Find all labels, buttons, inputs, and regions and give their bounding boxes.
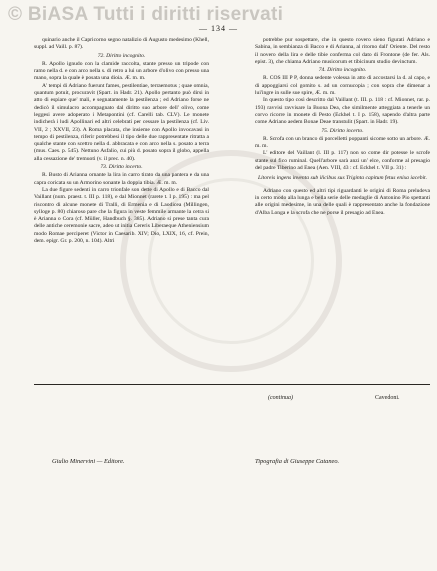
left-column [34, 37, 209, 245]
entry-heading: 73. Diritto incerto. [100, 164, 143, 171]
paragraph: R. Apollo ignudo con la clamide raccolta, stante presso un tripode con ramo nella d. e con arco nella s. di retro a lui un arbore d'olivo con presso una mano, sopra la quale è posata una dioia. Æ. m. m. [34, 60, 209, 82]
entry-heading: 74. Diritto incognito. [318, 67, 367, 74]
entry-heading: 72. Diritto incognito. [97, 52, 146, 59]
paragraph: R. COS III P P, donna sedente volessa in atto di accostarsi la d. al capo, e di appoggiarsi col gomito s. ad un cornucopia ; con sopra che dimenar a lui'ingre in sulle sue spire, Æ. m. m. [255, 75, 430, 97]
printer-imprint: Tipografia di Giuseppe Cataneo. [255, 458, 340, 465]
paragraph: La due figure sedenti in carro trionfale son dette di Apollo e di Bacco dal Vaillant (num. praest. t. III p. 118), e dal Mionnet (rarete t. I p. 195) : ma pel riscontro di alcune monete di Tralli, di Ermenia e di Laodicea (Millingen, sylloge p. 80) chiaroso pare che la figura in veste femmile armante la cetra si è Arianna o Cora (cf. Müller, Handbuch §. 385). Adriano si prese tanta cura delle antiche ceremonie sacre, adeo ut initia Cereris Liberaeque Atheniensium modo Romae perciperet (Victor in Caesarib. XIV; Dio, LXIX, 16, cf. Prein, dem. epigr. Gr. p. 200, n. 104). Altri [34, 186, 209, 245]
paragraph: R. Busto di Arianna ornante la lira in carro tirato da una pantera e da una capra coricata su un Armorino sonante la doppia tibia. Æ. m. m. [34, 172, 209, 186]
page-number: — 134 — [199, 24, 238, 33]
entry-heading: 75. Diritto incerto. [321, 127, 364, 134]
right-column [255, 37, 430, 217]
paragraph: quinario anche il Capricorno segno natalizio di Augusto medesimo (Khell, suppl. ad Vaill. p. 87). [34, 37, 209, 51]
paragraph: A' tempi di Adriano fuerunt fames, pestilentiae, terraemotus ; quae omnia, quantum potuit, procuravit (Spart. in Hadr. 21). Apollo pertanto può dirsi in atto di espiare que' mali, e segnatamente la pestilenza ; ed Adriano forse ne dedicò il simulacro accompagnato dal diritto suo arbore dell' olivo, come leggesi avere adoperato i Metapontini (cf. Carelli tab. CLV). Le monete indicherà i ludi Apollinari ed altri celebrati per cessare la pestilenza (cf. Liv. VII, 2 ; XXVII, 23). A Roma placata, che insieme con Apollo invocavasi in tempo di pestilenza, riferir potrebbesi il tipo delle due rappresentate ritratta a qualche stante con scettro nella d. abbracata e con arco nella s. posato a terra (mus. Caes. p. 545). Nettuno Asfalio, cui più d. posato sopra il globo, appella alla cessazione de' tremuoti (v. il prec. n. 40). [34, 82, 209, 162]
paragraph: L' editore del Vaillant (l. III p. 117) non so come dir potesse le scrofe stante sul fico ruminal. Quell'arbore sarà anzi un' elce, conforme al presagio del padre Tiberino ad Enea (Aen. VIII, 43 : cf. Eckhel t. VII p. 31) : [255, 150, 430, 172]
paragraph: In questo tipo così descritto dal Vaillant (t. III. p. 118 : cf. Mionnet, rar. p. 193) ravvisi ravvisare la Buona Dea, che similmente atteggiata a tenerle un corvo ricorre in monete di Pesto (Eckhel t. I p. 158), sapendo d'altra parte come Adriano aedem Bonae Deae transtulit (Spart. in Hadr. 19). [255, 97, 430, 126]
paragraph: R. Scrofa con un branco di porcelletti poppanti sicome sotto un arbore. Æ. m. m. [255, 135, 430, 150]
paragraph: potrebbe pur sospettare, che in questo rovero sieno figurati Adriano e Sabina, in sembianza di Bacco e di Arianna, al ritorno dall' Oriente. Del resto il novero della lira e delle tibie conferma col dato di Frontone (de fer. Als. epist. 3), che chiama Adriano musicorum et tibicinum studio devinctum. [255, 37, 430, 65]
paragraph: Adriano con questo ed altri tipi riguardanti le origini di Roma preludeva in certo modo alla lunga e bella serie delle medaglie di Antonino Pio spettanti alle origini medesime, in una delle quali è rappresentato anche la fondazione d'Alba Longa e la scrofa che ne porse il presagio ad Enea. [255, 187, 430, 216]
editor-imprint: Giulio Minervini — Editore. [52, 458, 125, 465]
watermark-banner: © BiASA Tutti i diritti riservati [8, 4, 284, 25]
verse-quote: Litoreis ingens inventa sub ilicibus sus Triginta capitum fetus enixa iacebit. [258, 175, 427, 182]
continua-note: (continua) [268, 395, 293, 401]
author-signature: Cavedoni. [375, 395, 400, 401]
bottom-rule [34, 384, 430, 385]
